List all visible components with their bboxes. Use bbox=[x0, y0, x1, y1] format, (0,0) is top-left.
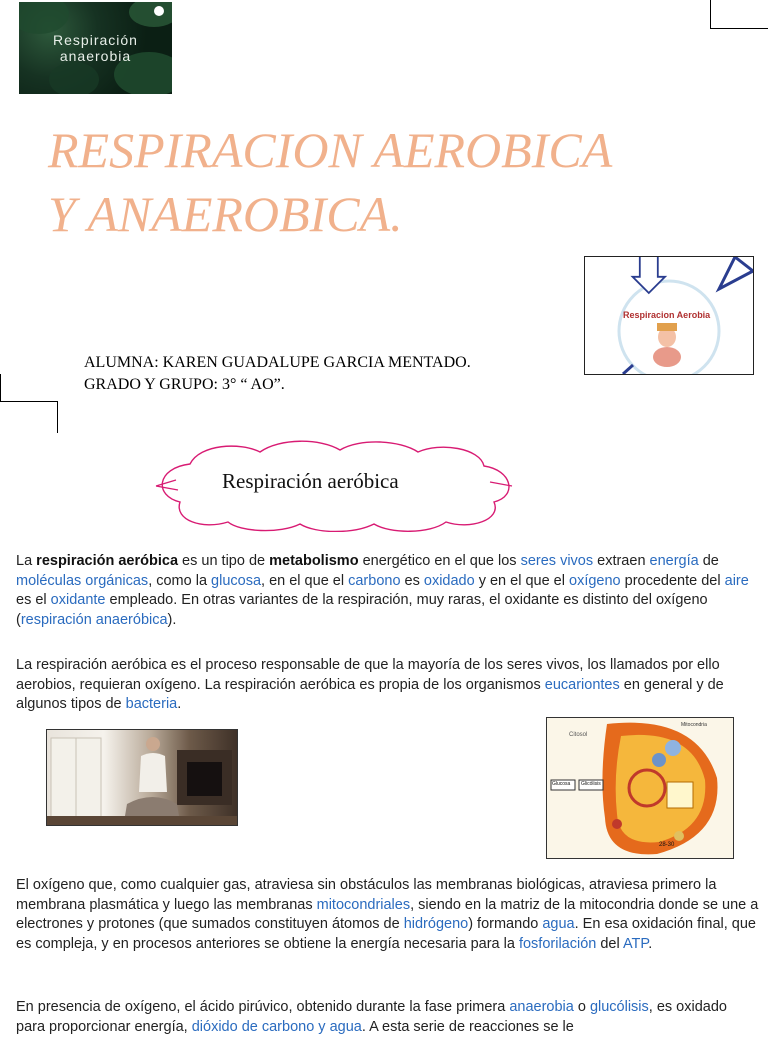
label-mitochondria: Mitocondria bbox=[681, 722, 707, 728]
link-energia[interactable]: energía bbox=[649, 553, 699, 569]
aerobia-label: Respiracion Aerobia bbox=[623, 310, 711, 320]
page-corner-mark bbox=[710, 0, 768, 29]
page-corner-mark-left-v bbox=[57, 401, 58, 433]
label-cytosol: Citosol bbox=[569, 732, 588, 738]
mitochondria-diagram bbox=[546, 717, 734, 859]
link-eucariontes[interactable]: eucariontes bbox=[544, 676, 620, 693]
aerobia-illustration bbox=[584, 256, 754, 375]
anaerobia-thumbnail bbox=[19, 2, 172, 94]
paragraph-3: El oxígeno que, como cualquier gas, atraviesa sin obstáculos las membranas biológicas, atraviesa primero la membrana plasmática y luego las membranas mitocondriales, siendo en la matriz de la mitocondria donde se une a electrones y protones (que sumados constituyen átomos de hidrógeno) formando agua. En esa oxidación final, que es compleja, y en procesos anteriores se obtiene la energía necesaria para la fosforilación del ATP. bbox=[16, 877, 759, 952]
paragraph-4: En presencia de oxígeno, el ácido pirúvico, obtenido durante la fase primera anaerobia o glucólisis, es oxidado para proporcionar energía, dióxido de carbono y agua. A esta serie de reacciones se le bbox=[16, 999, 727, 1035]
section-heading: Respiración aeróbica bbox=[222, 469, 399, 493]
paragraph-2: La respiración aeróbica es el proceso responsable de que la mayoría de los seres vivos, los llamados por ello aerobios, requieran oxígeno. La respiración aeróbica es propia de los organismos eucariontes en general y de algunos tipos de bacteria. bbox=[16, 657, 724, 712]
page-corner-mark-left-h bbox=[0, 401, 58, 402]
page-title: RESPIRACION AEROBICA Y ANAEROBICA. bbox=[48, 122, 613, 242]
student-name: ALUMNA: KAREN GUADALUPE GARCIA MENTADO. bbox=[84, 354, 471, 371]
meditation-illustration bbox=[47, 730, 237, 825]
link-agua[interactable]: agua bbox=[542, 916, 575, 932]
link-oxidado[interactable]: oxidado bbox=[423, 572, 475, 589]
link-aire[interactable]: aire bbox=[724, 572, 749, 589]
link-fosforilacion[interactable]: fosforilación bbox=[518, 935, 597, 952]
paragraph-1: La respiración aeróbica es un tipo de metabolismo energético en el que los seres vivos extraen energía de moléculas orgánicas, como la glucosa, en el que el carbono es oxidado y en el que el oxígeno procedente del aire es el oxidante empleado. En otras variantes de la respiración, muy raras, el oxidante es distinto del oxígeno (respiración anaeróbica). bbox=[16, 553, 749, 628]
link-oxigeno[interactable]: oxígeno bbox=[569, 572, 621, 589]
link-glucosa[interactable]: glucosa bbox=[211, 572, 262, 589]
link-oxidante[interactable]: oxidante bbox=[50, 592, 106, 608]
link-respiracion-anaerobica[interactable]: respiración anaeróbica bbox=[20, 611, 168, 628]
link-seres-vivos[interactable]: seres vivos bbox=[520, 553, 594, 569]
mitochondria-illustration bbox=[547, 718, 733, 858]
thumbnail-title: Respiración anaerobia bbox=[53, 32, 138, 64]
meditation-photo bbox=[46, 729, 238, 826]
link-dioxido-de-carbono[interactable]: dióxido de carbono y agua bbox=[191, 1018, 362, 1035]
speaker-icon bbox=[154, 6, 164, 16]
link-glucolisis[interactable]: glucólisis bbox=[589, 999, 649, 1015]
link-mitocondriales[interactable]: mitocondriales bbox=[316, 896, 411, 913]
page-corner-mark-left bbox=[0, 374, 1, 402]
label-glucose: Glucosa bbox=[552, 781, 571, 787]
student-group: GRADO Y GRUPO: 3° “ AO”. bbox=[84, 376, 285, 393]
link-atp[interactable]: ATP bbox=[622, 935, 649, 952]
link-bacteria[interactable]: bacteria bbox=[125, 696, 178, 712]
link-carbono[interactable]: carbono bbox=[348, 572, 401, 589]
link-moleculas-organicas[interactable]: moléculas orgánicas bbox=[16, 572, 149, 589]
label-glycolysis: Glicólisis bbox=[581, 781, 601, 787]
link-anaerobia[interactable]: anaerobia bbox=[509, 999, 574, 1015]
student-info bbox=[84, 352, 471, 396]
link-hidrogeno[interactable]: hidrógeno bbox=[403, 916, 469, 932]
label-atp-count: 28-30 bbox=[659, 842, 675, 848]
